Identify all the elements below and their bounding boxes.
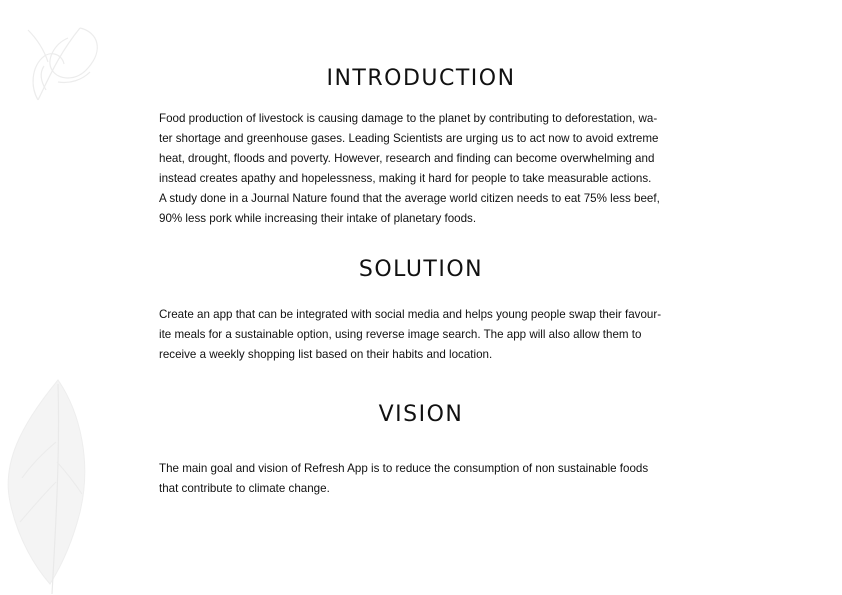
solution-heading: SOLUTION [358,257,484,282]
introduction-heading: INTRODUCTION [326,66,516,91]
vision-heading: VISION [378,402,464,427]
vision-line: that contribute to climate change. [159,482,330,495]
introduction-line: heat, drought, floods and poverty. However, research and finding can become overwhelming and [159,152,655,165]
solution-line: ite meals for a sustainable option, using reverse image search. The app will also allow them to [159,328,642,341]
solution-paragraph [159,305,689,365]
vision-line: The main goal and vision of Refresh App is to reduce the consumption of non sustainable foods [159,462,649,475]
vision-paragraph [159,459,689,499]
solution-line: receive a weekly shopping list based on their habits and location. [159,348,493,361]
leaf-outline-icon [18,10,108,120]
introduction-line: Food production of livestock is causing damage to the planet by contributing to deforestation, wa- [159,112,658,125]
introduction-line: 90% less pork while increasing their intake of planetary foods. [159,212,477,225]
introduction-line: ter shortage and greenhouse gases. Leading Scientists are urging us to act now to avoid extreme [159,132,659,145]
solution-line: Create an app that can be integrated with social media and helps young people swap their favour- [159,308,662,321]
leaf-silhouette-icon [0,372,95,595]
introduction-paragraph [159,109,689,229]
introduction-line: instead creates apathy and hopelessness, making it hard for people to take measurable actions. [159,172,652,185]
introduction-line: A study done in a Journal Nature found that the average world citizen needs to eat 75% less beef, [159,192,660,205]
